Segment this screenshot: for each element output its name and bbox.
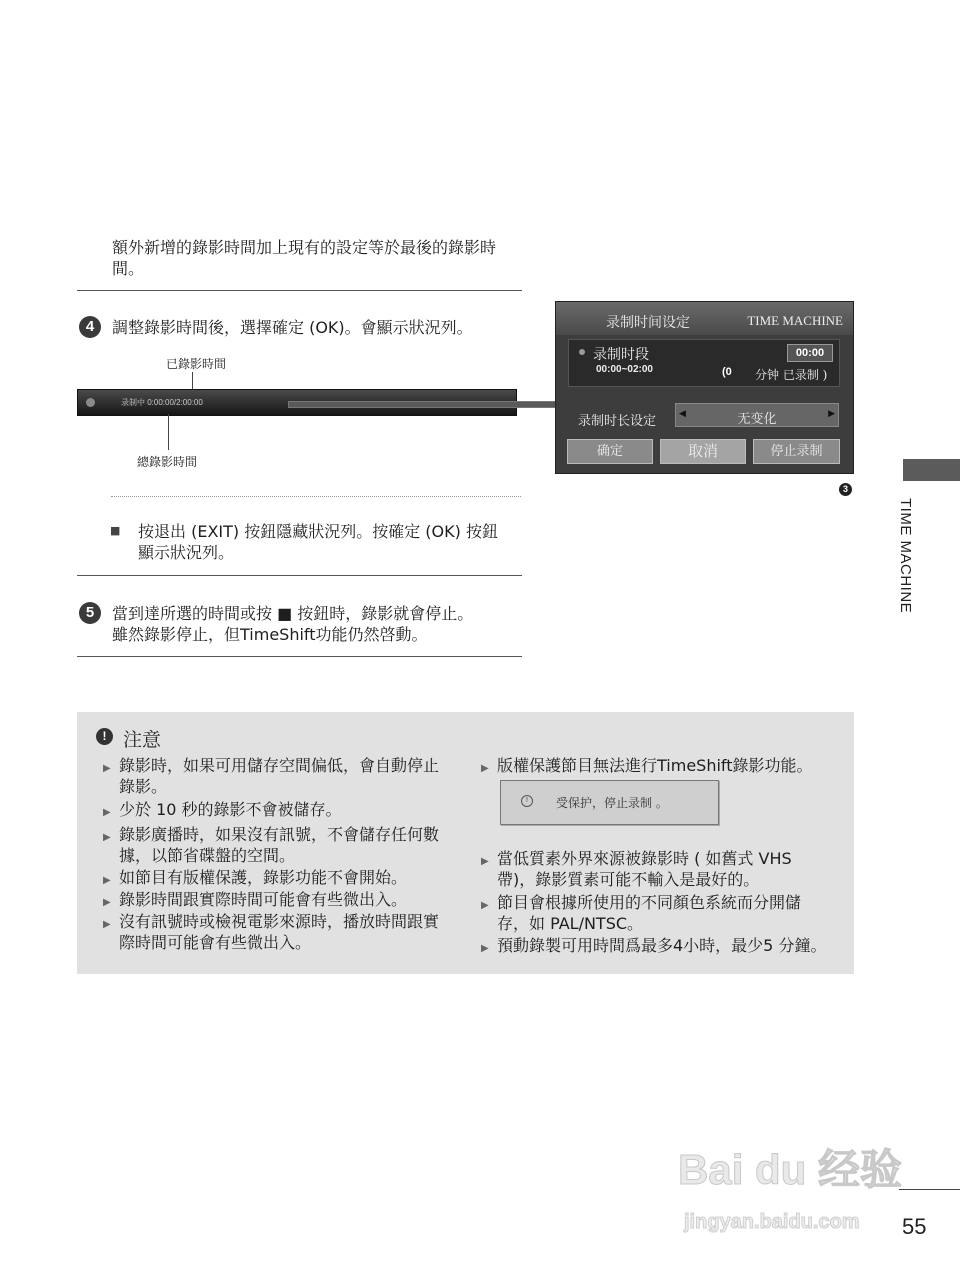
segment-label: 录制时段: [593, 347, 649, 363]
stop-recording-button[interactable]: 停止录制: [753, 439, 840, 464]
dialog-brand: TIME MACHINE: [747, 313, 843, 328]
bullet-square-icon: ■: [110, 524, 121, 537]
step-5-badge: 5: [79, 602, 101, 624]
arrow-left-icon[interactable]: ◀: [679, 409, 686, 419]
status-bar-text: 录制中 0:00:00/2:00:00: [121, 398, 203, 407]
figure-number: 3: [839, 483, 852, 496]
record-dot-icon: [86, 398, 95, 407]
duration-label: 录制时长设定: [578, 414, 657, 429]
note-text: 錄影。: [119, 777, 168, 796]
time-value-box: 00:00: [787, 344, 833, 362]
hint-line-1: 按退出 (EXIT) 按鈕隱藏狀況列。按確定 (OK) 按鈕: [138, 522, 498, 541]
note-text: 沒有訊號時或檢視電影來源時，播放時間跟實: [119, 912, 440, 931]
callout-line-total: [168, 414, 169, 450]
note-text: 節目會根據所使用的不同顏色系統而分開儲: [497, 893, 802, 912]
triangle-bullet-icon: ▶: [103, 832, 111, 843]
step-4-text: 調整錄影時間後，選擇確定 (OK)。會顯示狀況列。: [112, 318, 473, 337]
dialog-header: [556, 302, 853, 335]
recorded-text: 分钟 已录制 ): [755, 368, 828, 382]
note-text: 錄影廣播時，如果沒有訊號，不會儲存任何數: [119, 825, 440, 844]
triangle-bullet-icon: ▶: [103, 763, 111, 774]
recorded-minutes: (0: [722, 366, 732, 378]
note-text: 錄影時間跟實際時間可能會有些微出入。: [119, 890, 408, 909]
intro-line-1: 額外新增的錄影時間加上現有的設定等於最後的錄影時: [112, 238, 497, 257]
record-time-settings-dialog: [555, 301, 854, 474]
notes-title: 注意: [123, 729, 162, 751]
dotted-divider: [111, 496, 521, 497]
note-text: 帶)，錄影質素可能不輸入是最好的。: [497, 870, 760, 889]
divider: [77, 290, 522, 291]
segment-range: 00:00~02:00: [596, 364, 653, 375]
step-5-line-2: 雖然錄影停止，但TimeShift功能仍然啓動。: [112, 625, 428, 644]
total-time-label: 總錄影時間: [137, 455, 198, 469]
page-number: 55: [902, 1214, 927, 1239]
note-text: 預動錄製可用時間爲最多4小時，最少5 分鐘。: [497, 936, 827, 955]
footer-rule: [899, 1189, 960, 1190]
intro-line-2: 間。: [112, 259, 145, 278]
dialog-title: 录制时间设定: [606, 315, 690, 331]
note-text: 際時間可能會有些微出入。: [119, 933, 312, 952]
side-tab: [903, 459, 960, 481]
step-4-badge: 4: [79, 316, 101, 338]
baidu-watermark-logo: [678, 1137, 903, 1247]
recording-progress-track: [288, 401, 582, 408]
divider: [77, 575, 522, 576]
notes-box: [77, 712, 854, 974]
note-text: 錄影時，如果可用儲存空間偏低，會自動停止: [119, 756, 440, 775]
triangle-bullet-icon: ▶: [103, 875, 111, 886]
divider: [77, 656, 522, 657]
arrow-right-icon[interactable]: ▶: [828, 409, 835, 419]
note-text: 存，如 PAL/NTSC。: [497, 914, 644, 933]
note-text: 少於 10 秒的錄影不會被儲存。: [119, 800, 342, 819]
protected-message: 受保护，停止录制 。: [556, 796, 668, 810]
duration-selector[interactable]: [675, 403, 839, 427]
triangle-bullet-icon: ▶: [103, 919, 111, 930]
note-text: 如節目有版權保護，錄影功能不會開始。: [119, 868, 408, 887]
warning-icon: !: [96, 728, 113, 745]
duration-value: 无变化: [737, 412, 777, 427]
triangle-bullet-icon: ▶: [481, 763, 489, 774]
note-text: 版權保護節目無法進行TimeShift錄影功能。: [497, 756, 813, 775]
hint-line-2: 顯示狀況列。: [138, 543, 235, 562]
cancel-button[interactable]: 取消: [660, 439, 746, 464]
watermark-url: jingyan.baidu.com: [684, 1211, 860, 1233]
triangle-bullet-icon: ▶: [103, 897, 111, 908]
recorded-time-label: 已錄影時間: [166, 357, 227, 371]
note-text: 據，以節省碟盤的空間。: [119, 846, 296, 865]
triangle-bullet-icon: ▶: [481, 856, 489, 867]
confirm-button[interactable]: 确定: [567, 439, 653, 464]
note-text: 當低質素外界來源被錄影時 ( 如舊式 VHS: [497, 849, 792, 868]
step-5-line-1: 當到達所選的時間或按 ■ 按鈕時，錄影就會停止。: [112, 604, 474, 623]
protected-message-box: [500, 780, 719, 825]
info-icon: !: [521, 795, 533, 807]
recording-status-bar: [77, 389, 517, 416]
side-section-label: TIME MACHINE: [897, 498, 914, 614]
record-segment-panel: [568, 339, 840, 387]
watermark-text: Bai du 经验: [678, 1146, 903, 1193]
triangle-bullet-icon: ▶: [481, 900, 489, 911]
triangle-bullet-icon: ▶: [103, 807, 111, 818]
bullet-icon: [579, 349, 585, 355]
triangle-bullet-icon: ▶: [481, 943, 489, 954]
